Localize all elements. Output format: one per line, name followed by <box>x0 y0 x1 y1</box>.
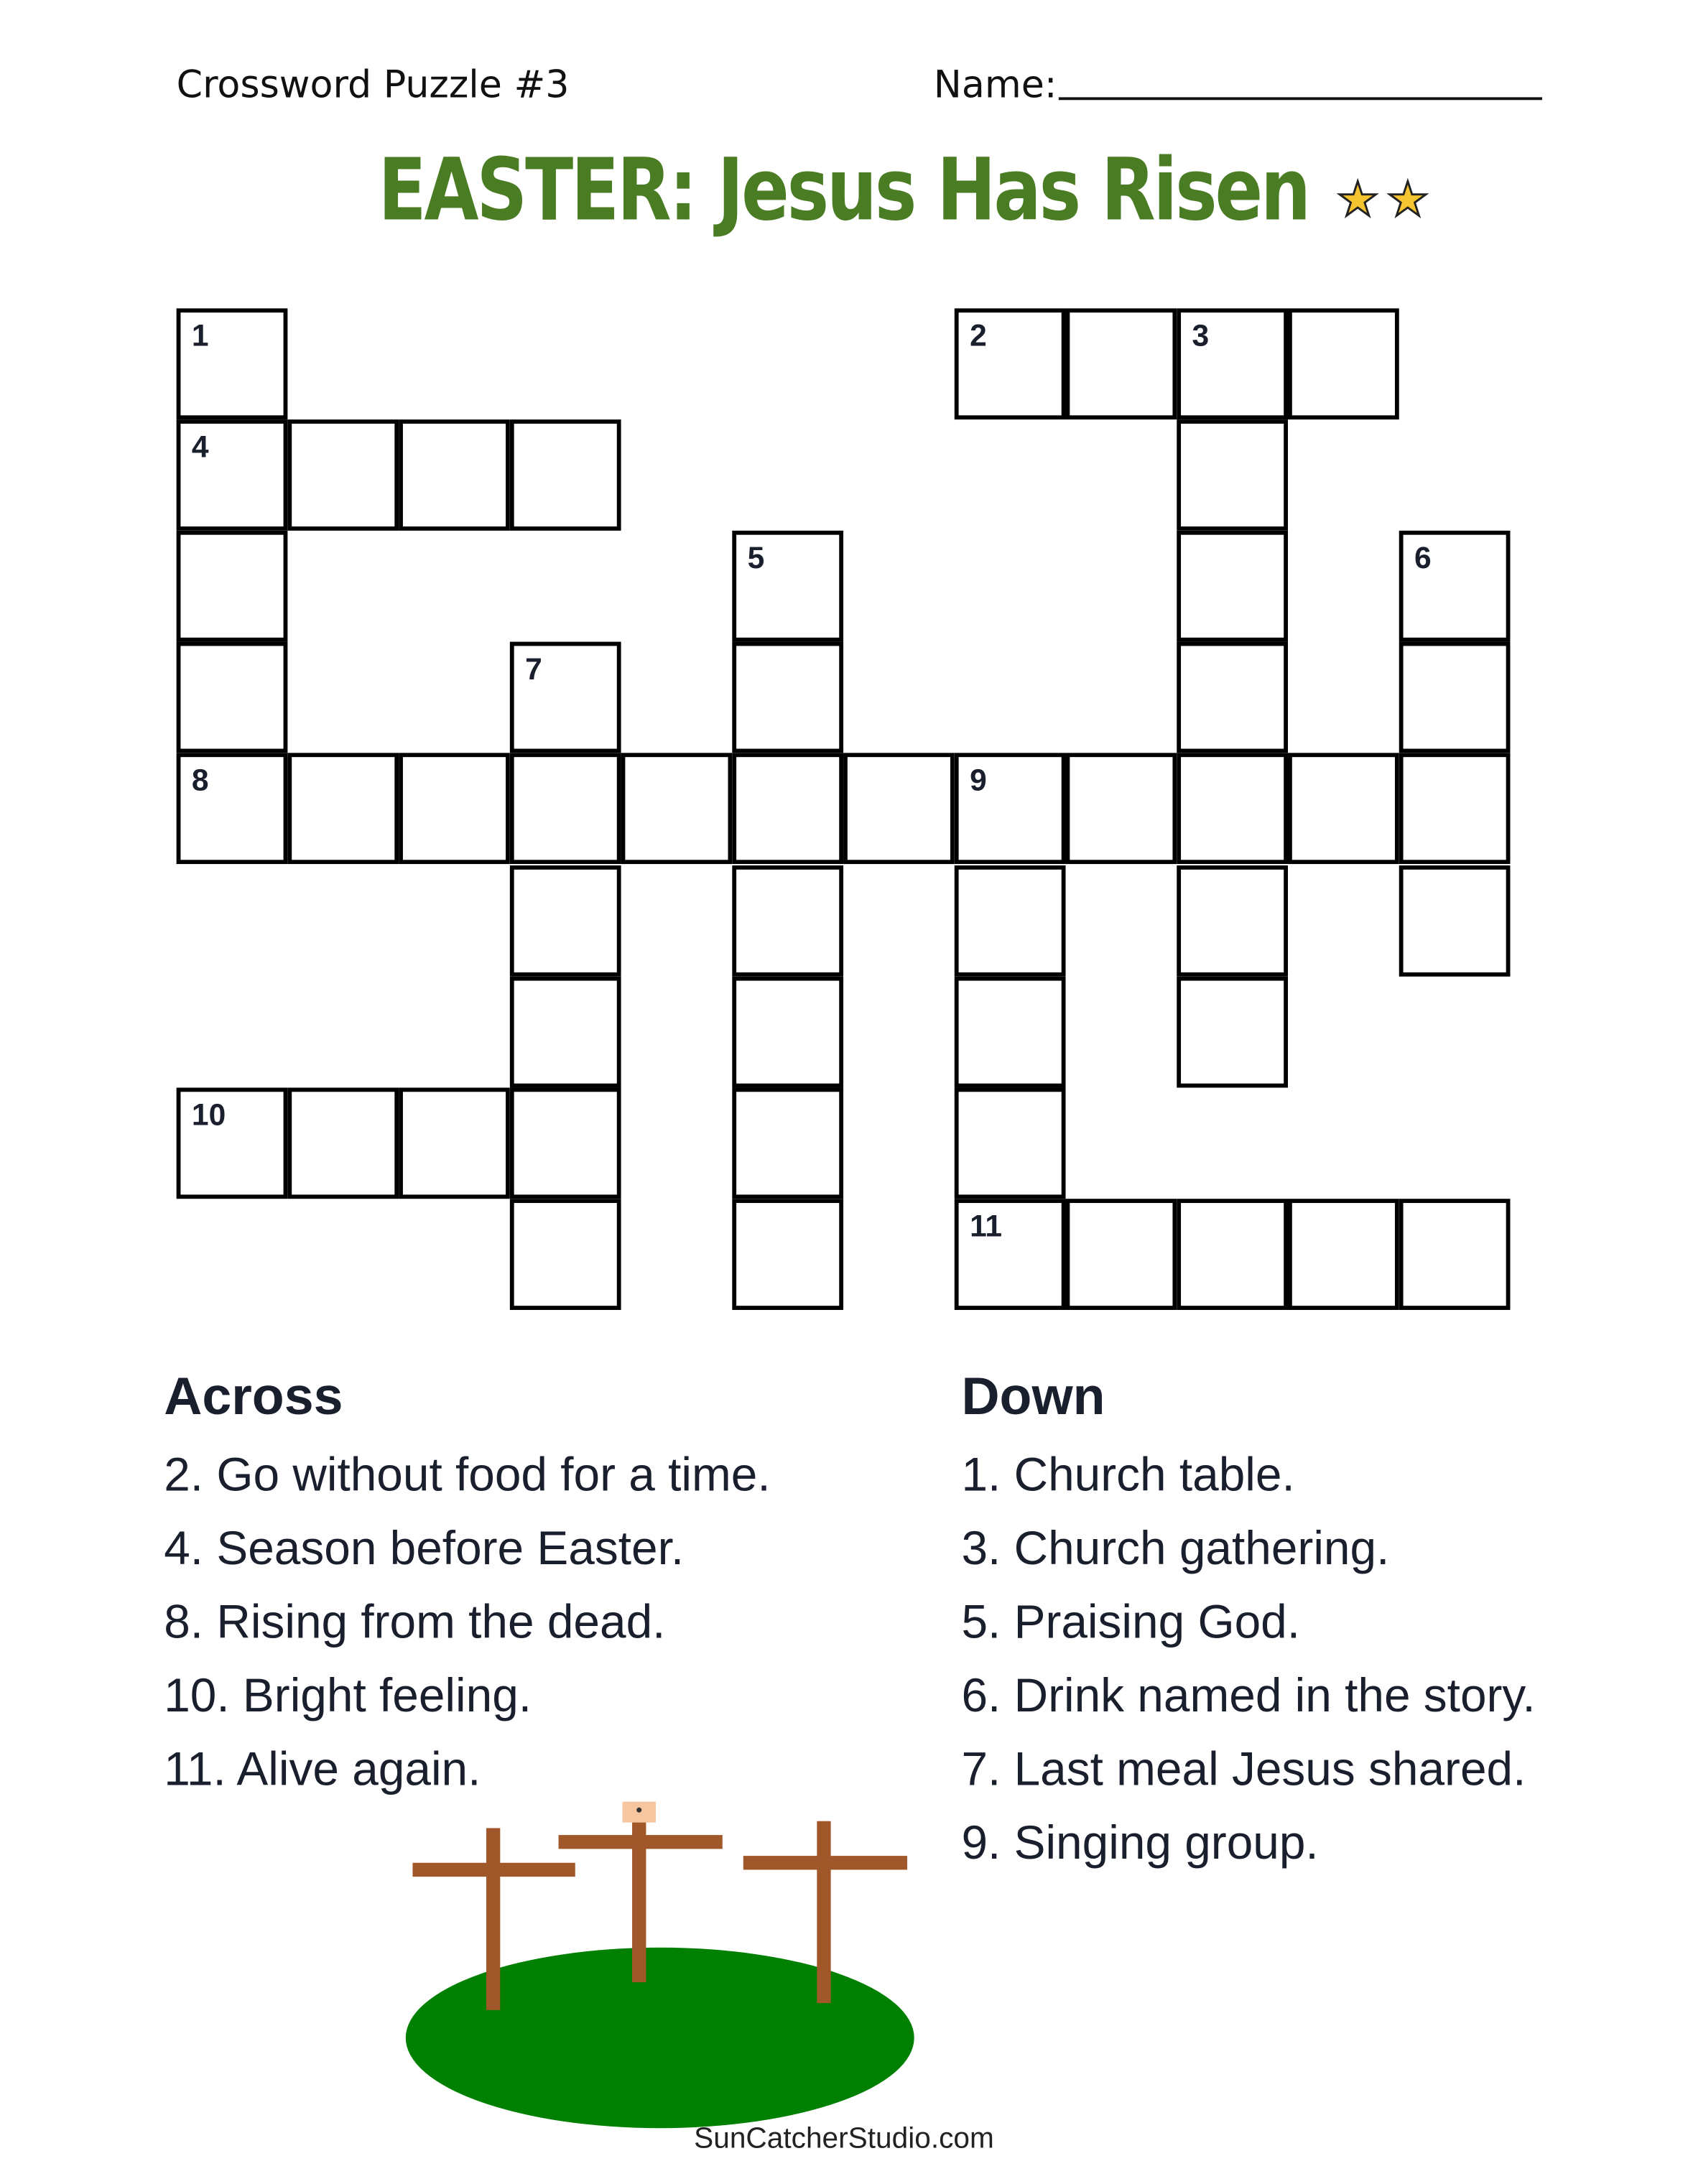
footer-credit: SunCatcherStudio.com <box>694 2122 994 2155</box>
clue: 11. Alive again. <box>164 1743 481 1796</box>
clue: 5. Praising God. <box>961 1596 1301 1649</box>
name-label: Name: <box>933 63 1057 107</box>
green-hill <box>406 1948 914 2128</box>
clue-number: 3 <box>1192 317 1210 353</box>
clue: 3. Church gathering. <box>961 1522 1390 1576</box>
clue: 9. Singing group. <box>961 1816 1319 1870</box>
star-icon: ★ <box>1336 172 1379 228</box>
clue-number: 9 <box>970 763 987 798</box>
clue-number: 6 <box>1414 540 1432 576</box>
clue: 10. Bright feeling. <box>164 1669 532 1723</box>
across-heading: Across <box>164 1368 343 1427</box>
clue: 6. Drink named in the story. <box>961 1669 1536 1723</box>
clue: 1. Church table. <box>961 1449 1295 1502</box>
clue-number: 7 <box>525 651 542 687</box>
clue-number: 11 <box>970 1208 1003 1243</box>
clue-number: 4 <box>191 429 209 465</box>
clue-number: 1 <box>191 317 209 353</box>
clue-number: 2 <box>970 317 987 353</box>
clue-number: 8 <box>191 763 209 798</box>
clue: 7. Last meal Jesus shared. <box>961 1743 1526 1796</box>
puzzle-label: Crossword Puzzle #3 <box>176 63 570 107</box>
clue: 8. Rising from the dead. <box>164 1596 666 1649</box>
down-heading: Down <box>961 1368 1105 1427</box>
clue-number: 5 <box>747 540 765 576</box>
clue: 2. Go without food for a time. <box>164 1449 771 1502</box>
page-title: EASTER: Jesus Has Risen <box>378 139 1309 241</box>
clue-number: 10 <box>191 1097 226 1132</box>
clue: 4. Season before Easter. <box>164 1522 685 1576</box>
star-icon: ★ <box>1386 172 1429 228</box>
